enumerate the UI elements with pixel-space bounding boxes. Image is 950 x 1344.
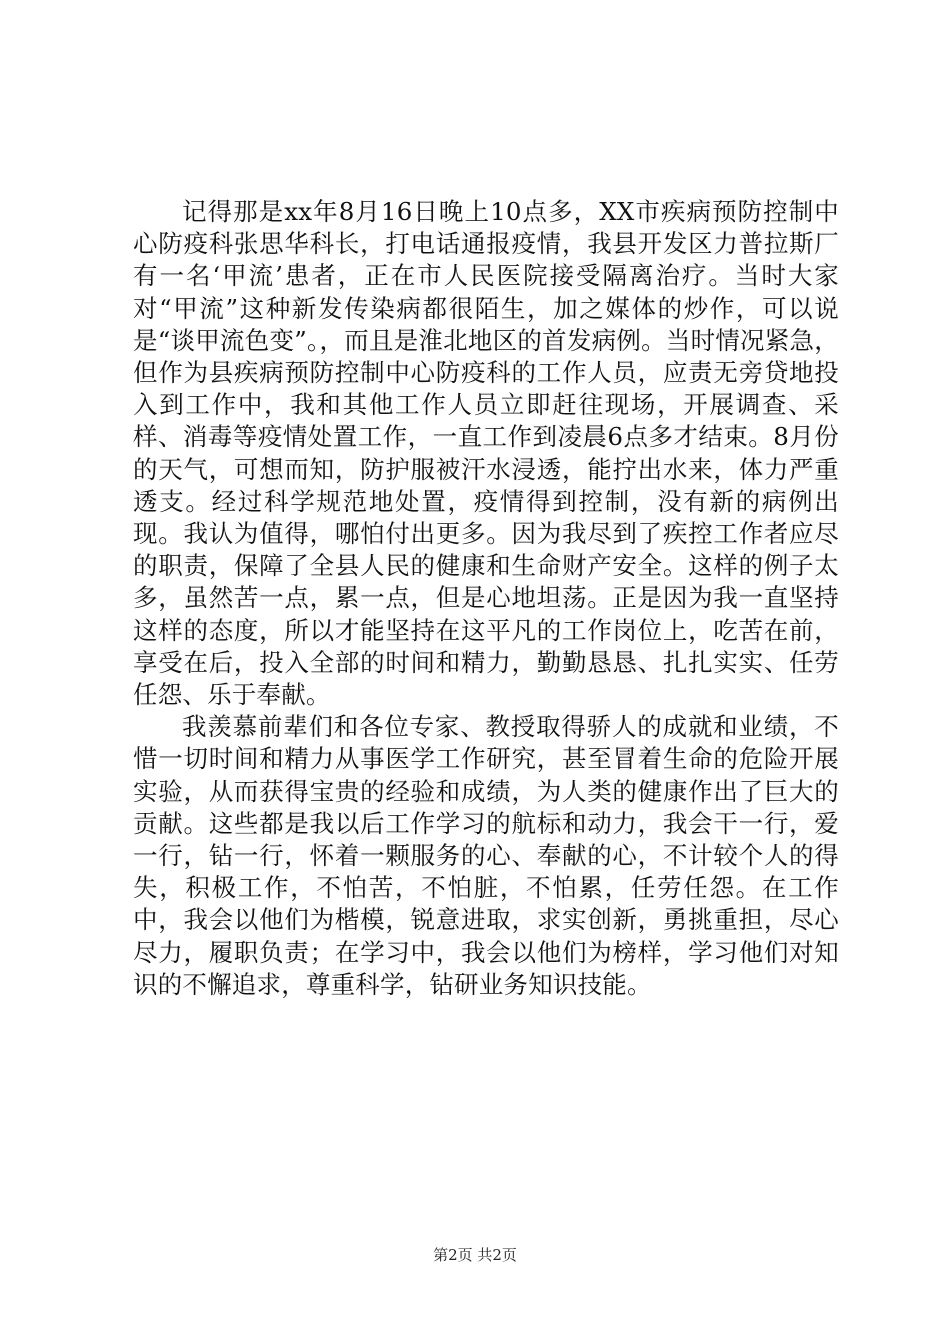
document-body — [133, 196, 839, 1001]
page-footer: 第2页 共2页 — [433, 1246, 517, 1264]
body-paragraph: 我羡慕前辈们和各位专家、教授取得骄人的成就和业绩，不惜一切时间和精力从事医学工作研究，甚至冒着生命的危险开展实验，从而获得宝贵的经验和成绩，为人类的健康作出了巨大的贡献。这些都是我以后工作学习的航标和动力，我会干一行，爱一行，钻一行，怀着一颗服务的心、奉献的心，不计较个人的得失，积极工作，不怕苦，不怕脏，不怕累，任劳任怨。在工作中，我会以他们为楷模，锐意进取，求实创新，勇挑重担，尽心尽力，履职负责；在学习中，我会以他们为榜样，学习他们对知识的不懈追求，尊重科学，钻研业务知识技能。 — [133, 712, 839, 999]
body-paragraph: 记得那是xx年8月16日晚上10点多，XX市疾病预防控制中心防疫科张思华科长，打电话通报疫情，我县开发区力普拉斯厂有一名‘甲流’患者，正在市人民医院接受隔离治疗。当时大家对“甲流”这种新发传染病都很陌生，加之媒体的炒作，可以说是“谈甲流色变”。，而且是淮北地区的首发病例。当时情况紧急，但作为县疾病预防控制中心防疫科的工作人员，应责无旁贷地投入到工作中，我和其他工作人员立即赶往现场，开展调查、采样、消毒等疫情处置工作，一直工作到凌晨6点多才结束。8月份的天气，可想而知，防护服被汗水浸透，能拧出水来，体力严重透支。经过科学规范地处置，疫情得到控制，没有新的病例出现。我认为值得，哪怕付出更多。因为我尽到了疾控工作者应尽的职责，保障了全县人民的健康和生命财产安全。这样的例子太多，虽然苦一点，累一点，但是心地坦荡。正是因为我一直坚持这样的态度，所以才能坚持在这平凡的工作岗位上，吃苦在前，享受在后，投入全部的时间和精力，勤勤恳恳、扎扎实实、任劳任怨、乐于奉献。 — [133, 197, 839, 710]
